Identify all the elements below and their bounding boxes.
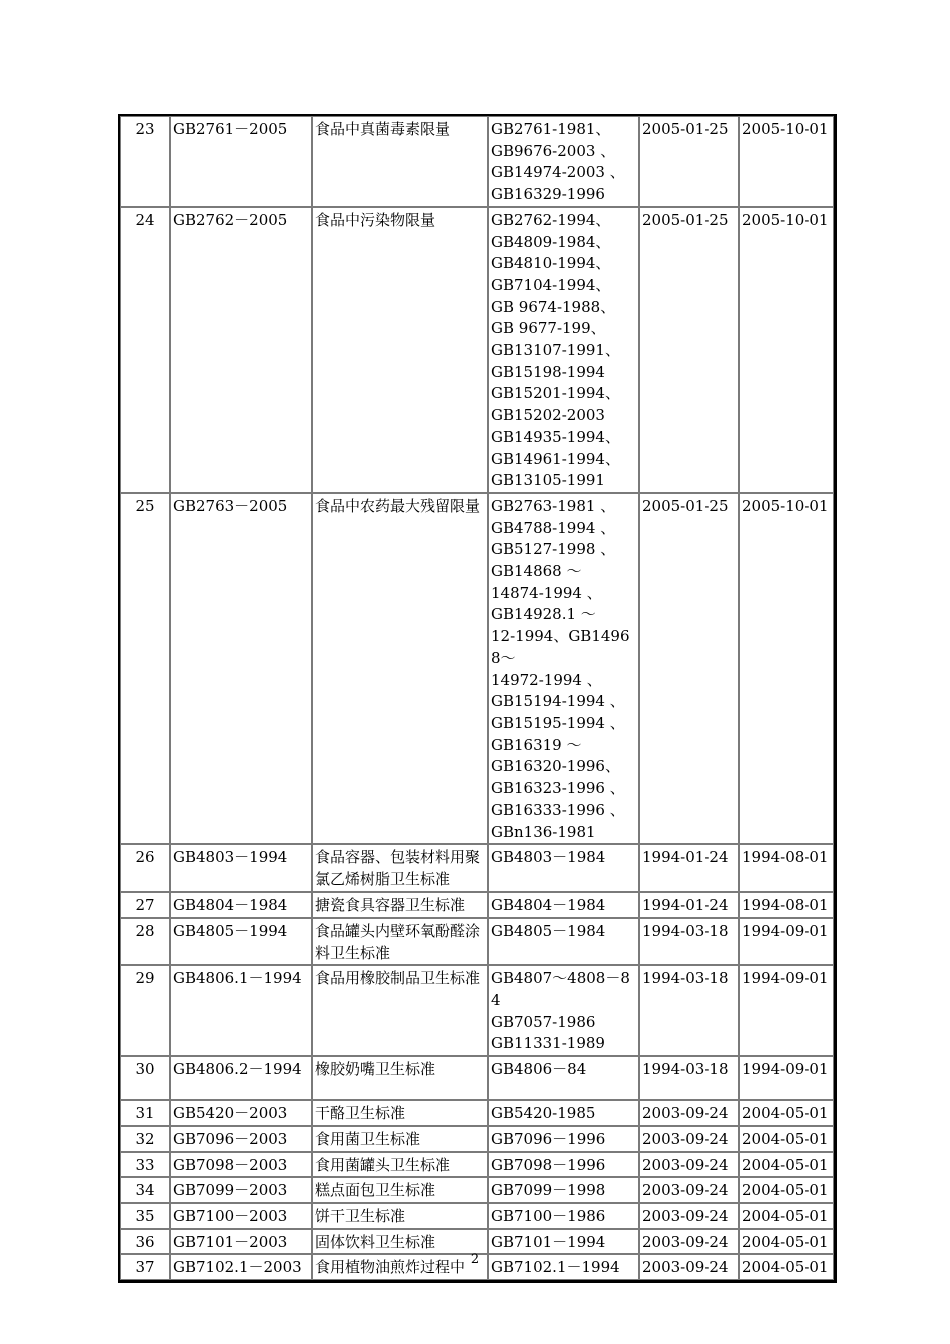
replaced-standards: GB4807～4808－84 GB7057-1986 GB11331-1989: [488, 965, 639, 1056]
standard-code: GB7101－2003: [170, 1229, 312, 1255]
table-row: [120, 116, 834, 207]
row-number: 24: [120, 207, 170, 493]
row-number: 33: [120, 1152, 170, 1178]
row-number: 23: [120, 116, 170, 207]
effective-date: 2005-10-01: [739, 207, 834, 493]
issue-date: 2003-09-24: [639, 1254, 739, 1280]
row-number: 27: [120, 892, 170, 918]
standard-name: 固体饮料卫生标准: [312, 1229, 488, 1255]
row-number: 31: [120, 1100, 170, 1126]
standard-name: 食用菌卫生标准: [312, 1126, 488, 1152]
effective-date: 2004-05-01: [739, 1126, 834, 1152]
issue-date: 1994-03-18: [639, 1056, 739, 1100]
standard-name: 食品中农药最大残留限量: [312, 493, 488, 844]
effective-date: 1994-08-01: [739, 844, 834, 892]
row-number: 35: [120, 1203, 170, 1229]
table-row: [120, 1229, 834, 1255]
replaced-standards: GB7098－1996: [488, 1152, 639, 1178]
standard-name: 糕点面包卫生标准: [312, 1177, 488, 1203]
standard-code: GB4805－1994: [170, 918, 312, 965]
issue-date: 2003-09-24: [639, 1229, 739, 1255]
standard-code: GB4806.1－1994: [170, 965, 312, 1056]
replaced-standards: GB7101－1994: [488, 1229, 639, 1255]
standard-code: GB4803－1994: [170, 844, 312, 892]
row-number: 26: [120, 844, 170, 892]
effective-date: 2005-10-01: [739, 493, 834, 844]
row-number: 29: [120, 965, 170, 1056]
issue-date: 2003-09-24: [639, 1126, 739, 1152]
row-number: 34: [120, 1177, 170, 1203]
standard-code: GB2761－2005: [170, 116, 312, 207]
standard-name: 食品用橡胶制品卫生标准: [312, 965, 488, 1056]
standard-name: 食品容器、包装材料用聚氯乙烯树脂卫生标准: [312, 844, 488, 892]
standard-name: 食用植物油煎炸过程中: [312, 1254, 488, 1280]
table-row: [120, 1126, 834, 1152]
standard-code: GB5420－2003: [170, 1100, 312, 1126]
issue-date: 1994-03-18: [639, 918, 739, 965]
table-row: [120, 965, 834, 1056]
standard-code: GB2762－2005: [170, 207, 312, 493]
table-row: [120, 1152, 834, 1178]
replaced-standards: GB4803－1984: [488, 844, 639, 892]
standard-code: GB7100－2003: [170, 1203, 312, 1229]
standard-code: GB7098－2003: [170, 1152, 312, 1178]
replaced-standards: GB4805－1984: [488, 918, 639, 965]
issue-date: 2003-09-24: [639, 1100, 739, 1126]
standard-code: GB7096－2003: [170, 1126, 312, 1152]
table-row: [120, 1177, 834, 1203]
table-row: [120, 207, 834, 493]
effective-date: 1994-09-01: [739, 965, 834, 1056]
replaced-standards: GB7102.1－1994: [488, 1254, 639, 1280]
replaced-standards: GB5420-1985: [488, 1100, 639, 1126]
effective-date: 2005-10-01: [739, 116, 834, 207]
replaced-standards: GB7100－1986: [488, 1203, 639, 1229]
row-number: 36: [120, 1229, 170, 1255]
effective-date: 2004-05-01: [739, 1152, 834, 1178]
issue-date: 2005-01-25: [639, 207, 739, 493]
standard-name: 干酪卫生标准: [312, 1100, 488, 1126]
standard-name: 食品中真菌毒素限量: [312, 116, 488, 207]
table-body: [120, 116, 834, 1280]
standard-code: GB7099－2003: [170, 1177, 312, 1203]
standard-code: GB2763－2005: [170, 493, 312, 844]
replaced-standards: GB2762-1994、 GB4809-1984、 GB4810-1994、 GB7104-1994、 GB 9674-1988、 GB 9677-199、 GB13107-1991、 GB15198-1994 GB15201-1994、 GB15202-2003 GB14935-1994、 GB14961-1994、 GB13105-1991: [488, 207, 639, 493]
issue-date: 2003-09-24: [639, 1152, 739, 1178]
table-row: [120, 1100, 834, 1126]
effective-date: 1994-09-01: [739, 1056, 834, 1100]
standard-name: 饼干卫生标准: [312, 1203, 488, 1229]
standard-code: GB7102.1－2003: [170, 1254, 312, 1280]
table-row: [120, 892, 834, 918]
standard-name: 橡胶奶嘴卫生标准: [312, 1056, 488, 1100]
page-number: 2: [470, 1252, 480, 1267]
row-number: 32: [120, 1126, 170, 1152]
issue-date: 1994-03-18: [639, 965, 739, 1056]
issue-date: 1994-01-24: [639, 844, 739, 892]
effective-date: 2004-05-01: [739, 1100, 834, 1126]
effective-date: 2004-05-01: [739, 1203, 834, 1229]
effective-date: 2004-05-01: [739, 1254, 834, 1280]
row-number: 30: [120, 1056, 170, 1100]
replaced-standards: GB2761-1981、 GB9676-2003 、 GB14974-2003 、 GB16329-1996: [488, 116, 639, 207]
issue-date: 1994-01-24: [639, 892, 739, 918]
standards-table: [118, 114, 837, 1283]
standard-code: GB4806.2－1994: [170, 1056, 312, 1100]
replaced-standards: GB4806－84: [488, 1056, 639, 1100]
issue-date: 2005-01-25: [639, 116, 739, 207]
replaced-standards: GB2763-1981 、 GB4788-1994 、 GB5127-1998 、 GB14868 ～ 14874-1994 、 GB14928.1 ～ 12-1994、GB14968～ 14972-1994 、 GB15194-1994 、 GB15195-1994 、 GB16319 ～ GB16320-1996、 GB16323-1996 、 GB16333-1996 、 GBn136-1981: [488, 493, 639, 844]
effective-date: 2004-05-01: [739, 1229, 834, 1255]
issue-date: 2003-09-24: [639, 1177, 739, 1203]
issue-date: 2005-01-25: [639, 493, 739, 844]
table-row: [120, 493, 834, 844]
replaced-standards: GB4804－1984: [488, 892, 639, 918]
replaced-standards: GB7099－1998: [488, 1177, 639, 1203]
standard-name: 食用菌罐头卫生标准: [312, 1152, 488, 1178]
row-number: 37: [120, 1254, 170, 1280]
effective-date: 1994-09-01: [739, 918, 834, 965]
standard-name: 搪瓷食具容器卫生标准: [312, 892, 488, 918]
table-row: [120, 918, 834, 965]
replaced-standards: GB7096－1996: [488, 1126, 639, 1152]
standard-name: 食品中污染物限量: [312, 207, 488, 493]
row-number: 28: [120, 918, 170, 965]
table-row: [120, 1203, 834, 1229]
table-row: [120, 844, 834, 892]
standard-code: GB4804－1984: [170, 892, 312, 918]
effective-date: 2004-05-01: [739, 1177, 834, 1203]
issue-date: 2003-09-24: [639, 1203, 739, 1229]
table-row: [120, 1056, 834, 1100]
standard-name: 食品罐头内壁环氧酚醛涂料卫生标准: [312, 918, 488, 965]
effective-date: 1994-08-01: [739, 892, 834, 918]
row-number: 25: [120, 493, 170, 844]
